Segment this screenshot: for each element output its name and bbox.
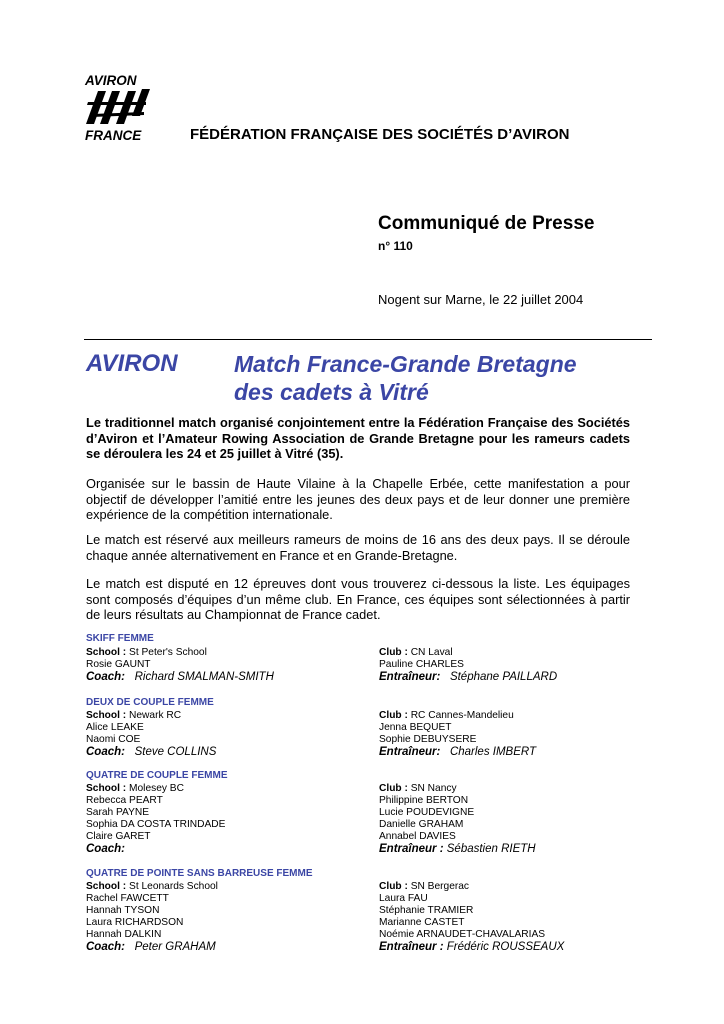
school-name: Newark RC xyxy=(129,710,182,721)
club-label: Club : xyxy=(379,881,408,892)
club-name: SN Bergerac xyxy=(410,881,470,892)
member: Marianne CASTET xyxy=(379,917,465,928)
coach-line xyxy=(379,843,536,856)
member: Laura FAU xyxy=(379,893,428,904)
school-label: School : xyxy=(86,783,127,794)
fr-crew xyxy=(379,783,536,856)
coach-label: Coach: xyxy=(86,671,125,683)
headline-label: AVIRON xyxy=(86,350,178,377)
event-category: QUATRE DE POINTE SANS BARREUSE FEMME xyxy=(86,868,313,879)
club-name: CN Laval xyxy=(410,647,453,658)
member: Annabel DAVIES xyxy=(379,831,456,842)
coach-name: Charles IMBERT xyxy=(449,746,536,758)
club-line xyxy=(379,881,564,893)
club-name: RC Cannes-Mandelieu xyxy=(410,710,514,721)
fr-crew xyxy=(379,710,536,759)
coach-line xyxy=(379,941,564,954)
coach-name: Steve COLLINS xyxy=(134,746,217,758)
member: Hannah TYSON xyxy=(86,905,160,916)
school-line xyxy=(86,710,216,722)
member: Sophie DEBUYSERE xyxy=(379,734,477,745)
divider xyxy=(84,339,652,340)
school-name: Molesey BC xyxy=(129,783,184,794)
member: Jenna BEQUET xyxy=(379,722,452,733)
coach-name: Frédéric ROUSSEAUX xyxy=(446,941,565,953)
aviron-france-logo-mark xyxy=(84,72,158,146)
coach-label: Entraîneur : xyxy=(379,843,444,855)
club-label: Club : xyxy=(379,710,408,721)
coach-line xyxy=(86,671,274,684)
member: Hannah DALKIN xyxy=(86,929,162,940)
member: Sarah PAYNE xyxy=(86,807,150,818)
member: Claire GARET xyxy=(86,831,151,842)
club-line xyxy=(379,647,557,659)
school-line xyxy=(86,647,274,659)
school-label: School : xyxy=(86,647,127,658)
club-label: Club : xyxy=(379,783,408,794)
gb-crew xyxy=(86,647,274,684)
coach-name: Peter GRAHAM xyxy=(134,941,216,953)
coach-label: Coach: xyxy=(86,941,125,953)
paragraph-2: Le match est réservé aux meilleurs rameurs de moins de 16 ans des deux pays. Il se déroule chaque année alternativement en France et en Grande-Bretagne. xyxy=(86,532,630,563)
fr-crew xyxy=(379,881,564,954)
communique-title: Communiqué de Presse xyxy=(378,213,595,234)
coach-line xyxy=(86,746,216,759)
school-line xyxy=(86,881,218,893)
event-category: DEUX DE COUPLE FEMME xyxy=(86,697,214,708)
club-label: Club : xyxy=(379,647,408,658)
coach-name: Sébastien RIETH xyxy=(446,843,536,855)
coach-label: Coach: xyxy=(86,746,125,758)
member: Sophia DA COSTA TRINDADE xyxy=(86,819,226,830)
coach-line xyxy=(86,843,225,856)
intro-paragraph: Le traditionnel match organisé conjointement entre la Fédération Française des Sociétés d’Aviron et l’Amateur Rowing Association de Grande Bretagne pour les rameurs cadets se déroulera les 24 et 25 juillet à Vitré (35). xyxy=(86,415,630,461)
coach-name: Richard SMALMAN-SMITH xyxy=(134,671,274,683)
fr-crew xyxy=(379,647,557,684)
member: Rebecca PEART xyxy=(86,795,163,806)
coach-label: Entraîneur: xyxy=(379,746,441,758)
headline-title-line2: des cadets à Vitré xyxy=(234,379,429,405)
gb-crew xyxy=(86,710,216,759)
member: Danielle GRAHAM xyxy=(379,819,464,830)
member: Pauline CHARLES xyxy=(379,659,464,670)
school-name: St Leonards School xyxy=(129,881,218,892)
gb-crew xyxy=(86,881,218,954)
member: Rosie GAUNT xyxy=(86,659,151,670)
event-category: SKIFF FEMME xyxy=(86,633,154,644)
member: Naomi COE xyxy=(86,734,141,745)
coach-name: Stéphane PAILLARD xyxy=(449,671,558,683)
coach-label: Coach: xyxy=(86,843,125,855)
member: Philippine BERTON xyxy=(379,795,469,806)
paragraph-3: Le match est disputé en 12 épreuves dont vous trouverez ci-dessous la liste. Les équipages sont composés d’équipes d’un même club. En France, ces équipes sont sélectionnées à partir de leurs résultats au Championnat de France cadet. xyxy=(86,576,630,622)
logo-bottom-text: FRANCE xyxy=(85,128,142,143)
event-category: QUATRE DE COUPLE FEMME xyxy=(86,770,228,781)
club-line xyxy=(379,783,536,795)
logo-top-text: AVIRON xyxy=(85,73,137,88)
gb-crew xyxy=(86,783,225,856)
school-label: School : xyxy=(86,881,127,892)
coach-line xyxy=(379,671,557,684)
member: Noémie ARNAUDET-CHAVALARIAS xyxy=(379,929,546,940)
communique-number: n° 110 xyxy=(378,239,413,253)
federation-name: FÉDÉRATION FRANÇAISE DES SOCIÉTÉS D’AVIRON xyxy=(190,126,570,143)
date-line: Nogent sur Marne, le 22 juillet 2004 xyxy=(378,292,584,307)
coach-label: Entraîneur : xyxy=(379,941,444,953)
member: Alice LEAKE xyxy=(86,722,144,733)
coach-line xyxy=(379,746,536,759)
aviron-france-logo xyxy=(84,72,158,146)
coach-line xyxy=(86,941,218,954)
member: Stéphanie TRAMIER xyxy=(379,905,474,916)
member: Lucie POUDEVIGNE xyxy=(379,807,475,818)
coach-label: Entraîneur: xyxy=(379,671,441,683)
headline-title-line1: Match France-Grande Bretagne xyxy=(234,351,577,377)
headline-title xyxy=(234,350,577,406)
school-line xyxy=(86,783,225,795)
school-name: St Peter's School xyxy=(129,647,207,658)
member: Rachel FAWCETT xyxy=(86,893,169,904)
club-line xyxy=(379,710,536,722)
paragraph-1: Organisée sur le bassin de Haute Vilaine à la Chapelle Erbée, cette manifestation a pour objectif de développer l’amitié entre les jeunes des deux pays et de leur donner une première expérience de la compétition internationale. xyxy=(86,476,630,522)
member: Laura RICHARDSON xyxy=(86,917,184,928)
school-label: School : xyxy=(86,710,127,721)
club-name: SN Nancy xyxy=(410,783,457,794)
